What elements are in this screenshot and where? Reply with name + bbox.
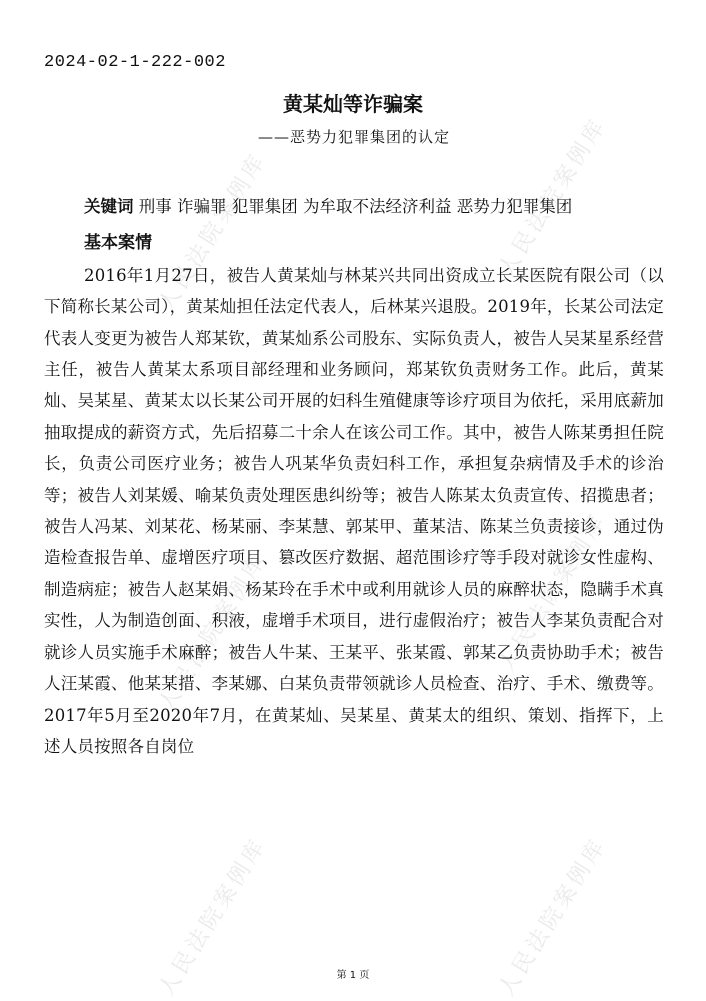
page-number: 第 1 页 <box>336 970 370 981</box>
keywords-text: 刑事 诈骗罪 犯罪集团 为牟取不法经济利益 恶势力犯罪集团 <box>133 197 573 216</box>
watermark: 人民法院案例库 <box>154 833 272 1001</box>
document-subtitle: ——恶势力犯罪集团的认定 <box>258 128 451 146</box>
watermark: 人民法院案例库 <box>494 508 612 676</box>
case-paragraph: 2016年1月27日，被告人黄某灿与林某兴共同出资成立长某医院有限公司（以下简称长某公司），黄某灿担任法定代表人，后林某兴退股。2019年，长某公司法定代表人变更为被告人郑某钦，黄某灿系公司股东、实际负责人，被告人吴某星系经营主任，被告人黄某太系项目部经理和业务顾问，郑某钦负责财务工作。此后，黄某灿、吴某星、黄某太以长某公司开展的妇科生殖健康等诊疗项目为依托，采用底薪加抽取提成的薪资方式，先后招募二十余人在该公司工作。其中，被告人陈某勇担任院长，负责公司医疗业务；被告人巩某华负责妇科工作，承担复杂病情及手术的诊治等；被告人刘某媛、喻某负责处理医患纠纷等；被告人陈某太负责宣传、招揽患者；被告人冯某、刘某花、杨某丽、李某慧、郭某甲、董某洁、陈某兰负责接诊，通过伪造检查报告单、虚增医疗项目、篡改医疗数据、超范围诊疗等手段对就诊女性虚构、制造病症；被告人赵某娟、杨某玲在手术中或利用就诊人员的麻醉状态，隐瞒手术真实性，人为制造创面、积液，虚增手术项目，进行虚假治疗；被告人李某负责配合对就诊人员实施手术麻醉；被告人牛某、王某平、张某霞、郭某乙负责协助手术；被告人汪某霞、他某某措、李某娜、白某负责带领就诊人员检查、治疗、手术、缴费等。2017年5月至2020年7月，在黄某灿、吴某星、黄某太的组织、策划、指挥下，上述人员按照各自岗位 <box>44 265 664 756</box>
watermark: 人民法院案例库 <box>494 833 612 1001</box>
watermark: 人民法院案例库 <box>494 113 612 281</box>
case-number: 2024-02-1-222-002 <box>44 53 226 72</box>
section-heading: 基本案情 <box>84 233 152 254</box>
document-title: 黄某灿等诈骗案 <box>283 92 423 116</box>
watermark: 人民法院案例库 <box>154 148 272 316</box>
document-body <box>44 191 664 762</box>
watermark: 人民法院案例库 <box>154 548 272 716</box>
keywords-label: 关键词 <box>84 197 134 216</box>
keywords-line <box>44 191 664 222</box>
